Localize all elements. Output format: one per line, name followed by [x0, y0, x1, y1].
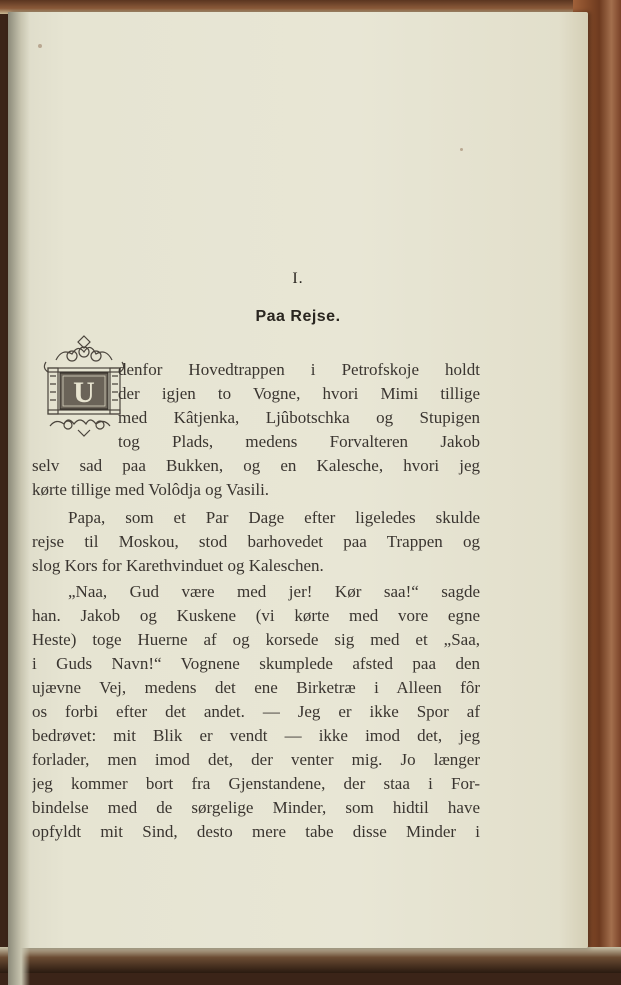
- text-line: rejse til Moskou, stod barhovedet paa Trappen og: [32, 532, 480, 551]
- drop-cap-letter: U: [73, 376, 95, 409]
- text-line: bedrøvet: mit Blik er vendt — ikke imod det, jeg: [32, 726, 480, 745]
- ornamental-drop-cap: [38, 330, 130, 440]
- text-line: denfor Hovedtrappen i Petrofskoje holdt: [118, 360, 480, 379]
- text-line: ujævne Vej, medens det ene Birketræ i Alleen fôr: [32, 678, 480, 697]
- text-line: os forbi efter det andet. — Jeg er ikke Spor af: [32, 702, 480, 721]
- text-line: kørte tillige med Volôdja og Vasili.: [32, 480, 270, 499]
- text-line: Heste) toge Huerne af og korsede sig med et „Saa,: [32, 630, 480, 649]
- text-line: i Guds Navn!“ Vognene skumplede afsted paa den: [32, 654, 480, 673]
- text-line: tog Plads, medens Forvalteren Jakob: [118, 432, 480, 451]
- text-line: jeg kommer bort fra Gjenstandene, der staa i For-: [32, 774, 480, 793]
- text-line: med Kâtjenka, Ljûbotschka og Stupigen: [118, 408, 480, 427]
- paper-speck: [38, 44, 42, 48]
- chapter-number: I.: [292, 270, 304, 287]
- text-line: „Naa, Gud være med jer! Kør saa!“ sagde: [68, 582, 480, 601]
- text-line: Papa, som et Par Dage efter ligeledes skulde: [68, 508, 480, 527]
- book-bottom-edge: [0, 947, 621, 973]
- book-page: [8, 12, 588, 948]
- chapter-title: Paa Rejse.: [255, 308, 341, 325]
- text-line: opfyldt mit Sind, desto mere tabe disse Minder i: [32, 822, 480, 841]
- text-line: bindelse med de sørgelige Minder, som hidtil have: [32, 798, 480, 817]
- text-line: selv sad paa Bukken, og en Kalesche, hvori jeg: [32, 456, 480, 475]
- paper-speck: [460, 148, 463, 151]
- text-line: der igjen to Vogne, hvori Mimi tillige: [118, 384, 480, 403]
- text-line: slog Kors for Karethvinduet og Kaleschen.: [32, 556, 324, 575]
- text-line: forlader, men imod det, der venter mig. Jo længer: [32, 750, 480, 769]
- text-line: han. Jakob og Kuskene (vi kørte med vore egne: [32, 606, 480, 625]
- spine-shadow: [8, 12, 30, 985]
